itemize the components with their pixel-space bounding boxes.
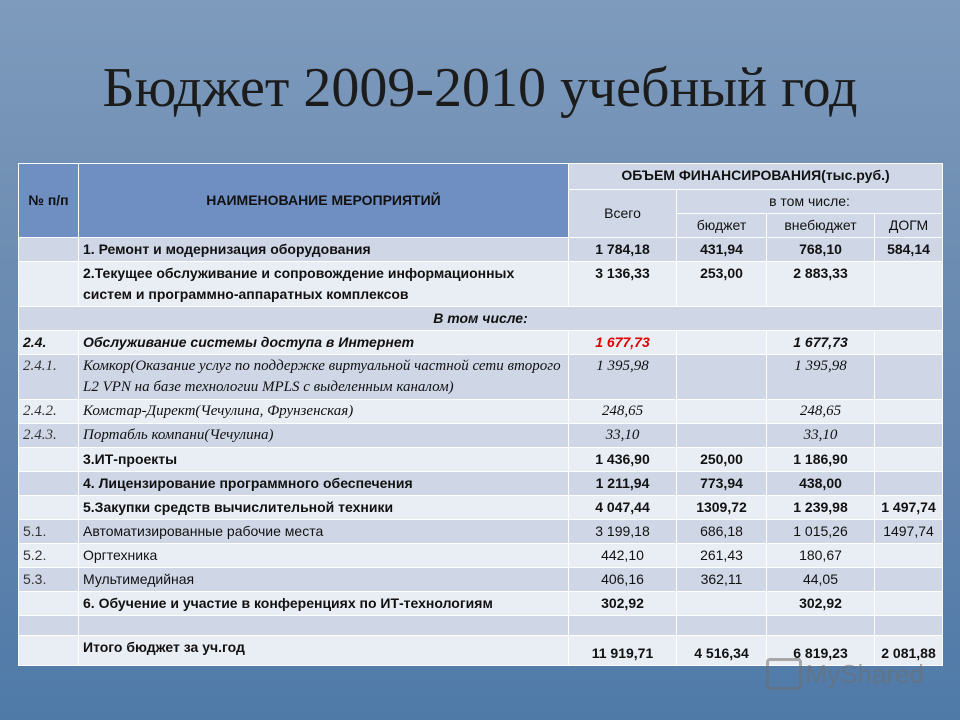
header-name: НАИМЕНОВАНИЕ МЕРОПРИЯТИЙ [79,164,569,238]
section-row [19,307,943,331]
table-row: 2.4.3. Портабль компани(Чечулина) 33,10 33,10 [19,424,943,448]
table-row: 2.4.1. Комкор(Оказание услуг по поддержке виртуальной частной сети второго L2 VPN на базе технологии MPLS с выделенным каналом) 1 395,98 1 395,98 [19,355,943,400]
header-offbudget: внебюджет [767,214,875,238]
row-name: 1. Ремонт и модернизация оборудования [79,238,569,262]
table-row [19,616,943,636]
total-row: Итого бюджет за уч.год 11 919,71 4 516,34 6 819,23 2 081,88 [19,636,943,666]
table-row: 5.2. Оргтехника 442,10 261,43 180,67 [19,544,943,568]
header-dogm: ДОГМ [875,214,943,238]
row-name: 2.Текущее обслуживание и сопровождение информационных систем и программно-аппаратных комплексов [79,262,569,307]
header-including: в том числе: [677,190,943,214]
row-name: Итого бюджет за уч.год [79,636,569,666]
table-row: 3.ИТ-проекты 1 436,90 250,00 1 186,90 [19,448,943,472]
budget-table [18,163,943,666]
row-name: 6. Обучение и участие в конференциях по ИТ-технологиям [79,592,569,616]
row-name: Оргтехника [79,544,569,568]
table-row: 5.Закупки средств вычислительной техники 4 047,44 1309,72 1 239,98 1 497,74 [19,496,943,520]
watermark-text: MyShared [805,658,924,689]
table-row: 2.4. Обслуживание системы доступа в Интернет 1 677,73 1 677,73 [19,331,943,355]
row-name: Комстар-Директ(Чечулина, Фрунзенская) [79,400,569,424]
table-row: 5.1. Автоматизированные рабочие места 3 199,18 686,18 1 015,26 1497,74 [19,520,943,544]
row-name: 5.Закупки средств вычислительной техники [79,496,569,520]
row-name: Автоматизированные рабочие места [79,520,569,544]
row-name: Обслуживание системы доступа в Интернет [79,331,569,355]
row-name: Портабль компани(Чечулина) [79,424,569,448]
table-row: 2.Текущее обслуживание и сопровождение информационных систем и программно-аппаратных комплексов 3 136,33 253,00 2 883,33 [19,262,943,307]
section-label: В том числе: [19,307,943,331]
table-row: 5.3. Мультимедийная 406,16 362,11 44,05 [19,568,943,592]
table-row: 6. Обучение и участие в конференциях по ИТ-технологиям 302,92 302,92 [19,592,943,616]
header-total: Всего [569,190,677,238]
watermark [766,658,925,690]
row-name: 4. Лицензирование программного обеспечения [79,472,569,496]
row-name: 3.ИТ-проекты [79,448,569,472]
header-budget: бюджет [677,214,767,238]
header-num: № п/п [19,164,79,238]
table-row: 1. Ремонт и модернизация оборудования 1 784,18 431,94 768,10 584,14 [19,238,943,262]
row-name: Мультимедийная [79,568,569,592]
myshared-logo-icon [766,658,802,690]
table-row: 2.4.2. Комстар-Директ(Чечулина, Фрунзенская) 248,65 248,65 [19,400,943,424]
page-title: Бюджет 2009-2010 учебный год [102,57,858,119]
header-funding: ОБЪЕМ ФИНАНСИРОВАНИЯ(тыс.руб.) [569,164,943,190]
table-row: 4. Лицензирование программного обеспечения 1 211,94 773,94 438,00 [19,472,943,496]
row-name: Комкор(Оказание услуг по поддержке виртуальной частной сети второго L2 VPN на базе технологии MPLS с выделенным каналом) [79,355,569,400]
